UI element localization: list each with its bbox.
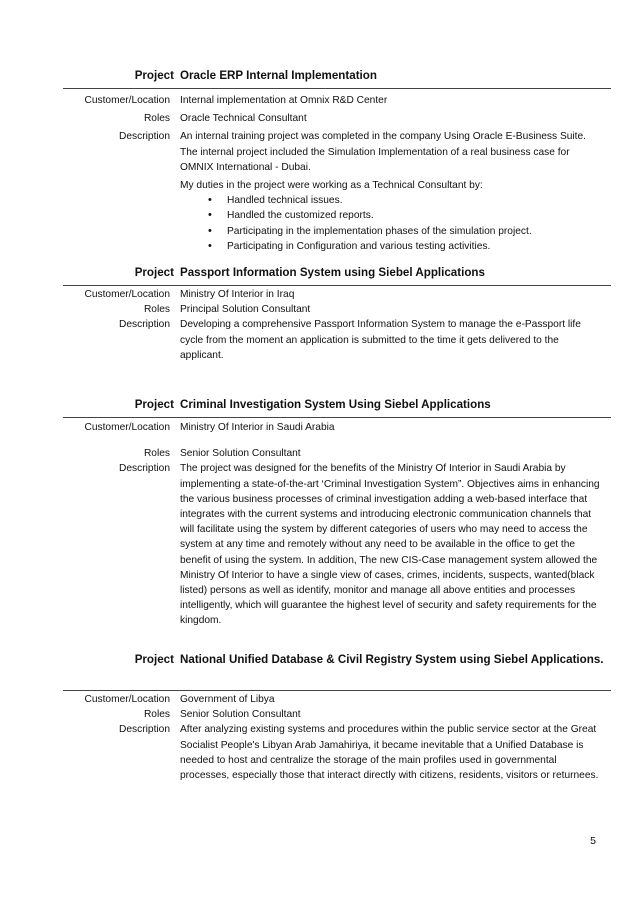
roles-label: Roles (143, 113, 170, 125)
roles-row (63, 111, 611, 126)
project-title: National Unified Database & Civil Registry System using Siebel Applications. (180, 653, 604, 666)
project-section (63, 67, 611, 254)
description-label: Description (119, 463, 170, 475)
description-value: After analyzing existing systems and procedures within the public service sector at the Great Socialist People's Libyan Arab Jamahiriya, it became inevitable that a Unified Database is needed to host and centralize the storage of the main profiles used in governmental processes, especially those that interact directly with citizens, residents, visitors or returnees. (180, 724, 599, 782)
roles-label: Roles (143, 304, 170, 316)
project-header (63, 264, 611, 282)
duties-list (180, 193, 603, 254)
customer-row (63, 420, 611, 435)
project-header (63, 396, 611, 414)
description-value: An internal training project was completed in the company Using Oracle E-Business Suite. The internal project included the Simulation Implementation of a real business case for OMNIX International - Dubai. (180, 131, 587, 173)
roles-row (63, 446, 611, 461)
customer-label: Customer/Location (84, 95, 170, 106)
customer-row (63, 692, 611, 707)
customer-value: Ministry Of Interior in Saudi Arabia (180, 422, 335, 433)
roles-row (63, 707, 611, 722)
roles-value: Principal Solution Consultant (180, 304, 311, 316)
description-label: Description (119, 131, 170, 143)
project-section (63, 396, 611, 629)
description-row (63, 722, 611, 783)
section-divider (63, 88, 611, 89)
project-title: Criminal Investigation System Using Siebel Applications (180, 398, 491, 411)
page-number: 5 (590, 835, 596, 847)
roles-value: Senior Solution Consultant (180, 709, 301, 721)
duties-intro: My duties in the project were working as a Technical Consultant by: (180, 180, 483, 192)
customer-value: Internal implementation at Omnix R&D Center (180, 95, 388, 106)
description-value: The project was designed for the benefits of the Ministry Of Interior in Saudi Arabia by implementing a state-of-the-art ‘Criminal Investigation System”. Objectives aims in enhancing the various business processes of criminal investigation adding a web-based interface that integrates with the current systems and introducing electronic communication channels that will facilitate using the system by different categories of users who may need to access the system at any time and remotely without any need to be available in the office to get the benefit of using the system. In addition, The new CIS-Case management system allowed the Ministry Of Interior to have a single view of cases, crimes, incidents, suspects, wanted(black listed) persons as well as identify, monitor and manage all above entities and processes intelligently, which will guarantee the highest level of security and safety requirements for the kingdom. (180, 463, 600, 627)
roles-value: Senior Solution Consultant (180, 448, 301, 460)
list-item: • Participating in the implementation phases of the simulation project. (204, 224, 603, 239)
section-divider (63, 417, 611, 418)
customer-row (63, 287, 611, 302)
customer-value: Ministry Of Interior in Iraq (180, 289, 295, 300)
project-label: Project (134, 653, 174, 666)
project-label: Project (134, 69, 174, 82)
list-item: • Handled technical issues. (204, 193, 603, 208)
customer-label: Customer/Location (84, 289, 170, 300)
description-row (63, 317, 611, 363)
roles-label: Roles (143, 709, 170, 721)
project-label: Project (134, 398, 174, 411)
duties-row (63, 178, 611, 254)
project-title: Passport Information System using Siebel Applications (180, 266, 485, 279)
description-value: Developing a comprehensive Passport Information System to manage the e-Passport life cycle from the moment an application is submitted to the time it gets delivered to the applicant. (180, 319, 581, 361)
customer-label: Customer/Location (84, 422, 170, 433)
project-section (63, 264, 611, 363)
project-title: Oracle ERP Internal Implementation (180, 69, 377, 82)
list-item: • Handled the customized reports. (204, 208, 603, 223)
roles-value: Oracle Technical Consultant (180, 113, 307, 125)
customer-label: Customer/Location (84, 694, 170, 705)
project-label: Project (134, 266, 174, 279)
section-divider (63, 285, 611, 286)
customer-row (63, 93, 611, 108)
list-item: • Participating in Configuration and various testing activities. (204, 239, 603, 254)
roles-label: Roles (143, 448, 170, 460)
section-divider (63, 690, 611, 691)
description-label: Description (119, 724, 170, 736)
description-row (63, 461, 611, 628)
project-header (63, 651, 611, 687)
description-label: Description (119, 319, 170, 331)
project-header (63, 67, 611, 85)
customer-value: Government of Libya (180, 694, 275, 705)
project-section (63, 651, 611, 783)
roles-row (63, 302, 611, 317)
description-row (63, 129, 611, 175)
